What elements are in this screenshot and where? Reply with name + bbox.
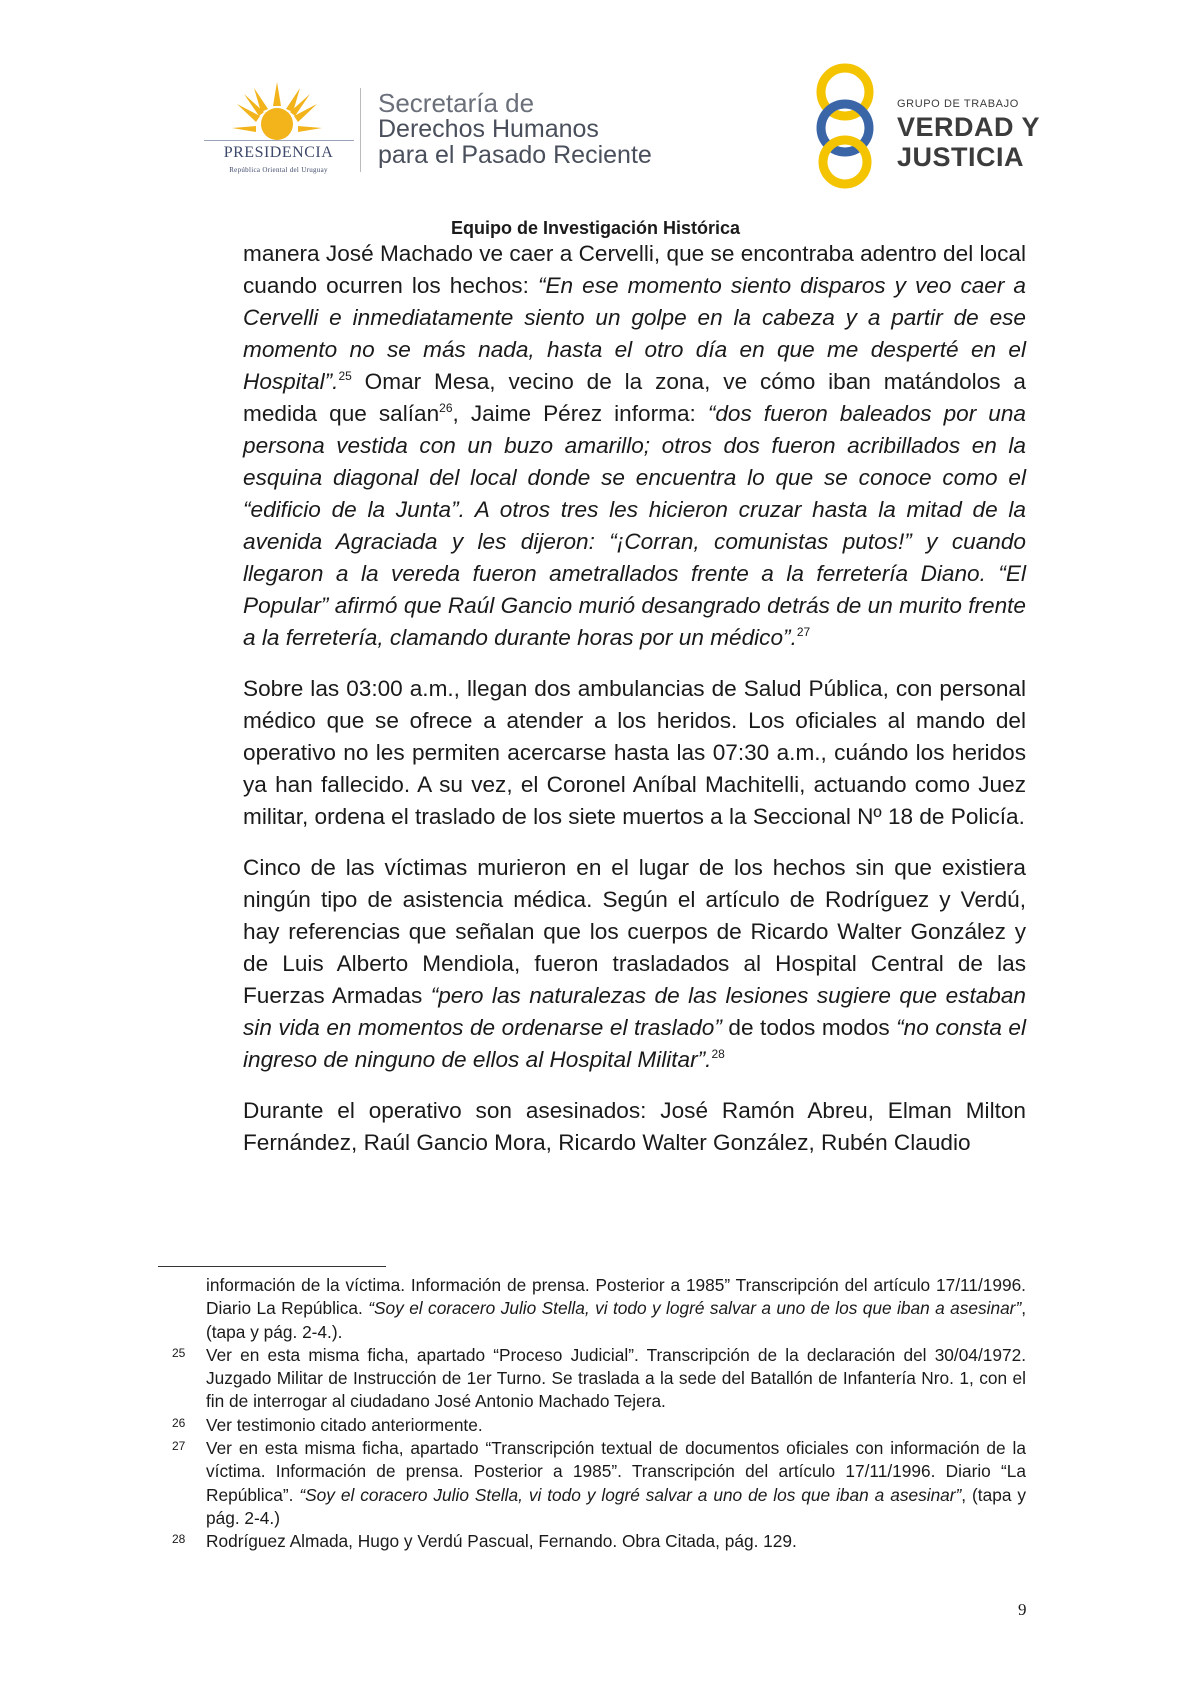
footnote-ref-28: 28 xyxy=(711,1047,725,1061)
footnotes xyxy=(172,1274,1026,1554)
footnote-ref-25: 25 xyxy=(338,369,352,383)
fn-cont-text-a: información de la víctima. Información de prensa. Posterior a 1985” Transcripción del artículo 17/11/1996. Diario La República. xyxy=(206,1275,1026,1319)
secretaria-logo-text xyxy=(378,90,652,168)
paragraph-1 xyxy=(243,238,1026,654)
paragraph-4: Durante el operativo son asesinados: José Ramón Abreu, Elman Milton Fernández, Raúl Gancio Mora, Ricardo Walter González, Rubén Claudio xyxy=(243,1098,1026,1155)
page-number: 9 xyxy=(1018,1600,1027,1619)
footnote-25 xyxy=(172,1344,1026,1414)
p1-quote-machado: “En ese momento siento disparos y veo caer a Cervelli e inmediatamente siento un golpe en la cabeza y a partir de ese momento no se más nada, hasta el otro día en que me desperté en el Hospital”. xyxy=(243,273,1027,394)
footnote-27-text-c: , (tapa y pág. 2-4.) xyxy=(206,1484,1027,1528)
p3-text-a: Cinco de las víctimas murieron en el lugar de los hechos sin que existiera ningún tipo de asistencia médica. Según el artículo de Rodríguez y Verdú, hay referencias que señalan que los cuerpos de Ricardo Walter González y de Luis Alberto Mendiola, fueron trasladados al Hospital Central de las Fuerzas Armadas xyxy=(243,855,1026,1008)
footnote-continuation xyxy=(172,1274,1026,1344)
footnote-26-text: Ver testimonio citado anteriormente. xyxy=(206,1414,483,1435)
p1-text-d: , Jaime Pérez informa: xyxy=(452,401,708,426)
presidencia-subtitle: República Oriental del Uruguay xyxy=(229,166,328,174)
footnote-number-26: 26 xyxy=(172,1415,186,1430)
p1-quote-perez: “dos fueron baleados por una persona vestida con un buzo amarillo; otros dos fueron acribillados en la esquina diagonal del local donde se encuentra lo que se conoce como el “edificio de la Junta”. A otros tres les hicieron cruzar hasta la mitad de la avenida Agraciada y les dijeron: “¡Corran, comunistas putos!” y cuando llegaron a la vereda fueron ametrallados frente a la ferretería Diano. “El Popular” afirmó que Raúl Gancio murió desangrado detrás de un murito frente a la ferretería, clamando durante horas por un médico”. xyxy=(243,401,1026,650)
grupo-de-trabajo-label: GRUPO DE TRABAJO xyxy=(897,98,1019,110)
page-header xyxy=(0,0,1191,205)
p3-quote-1: “pero las naturalezas de las lesiones sugiere que estaban sin vida en momentos de ordenarse el traslado” xyxy=(243,983,1026,1040)
footnote-27 xyxy=(172,1437,1026,1530)
header-divider xyxy=(360,88,361,172)
p1-text-c: Omar Mesa, vecino de la zona, ve cómo iban matándolos a medida que salían xyxy=(243,369,1026,426)
footnote-25-text: Ver en esta misma ficha, apartado “Proceso Judicial”. Transcripción de la declaración del 30/04/1972. Juzgado Militar de Instrucción de 1er Turno. Se traslada a la sede del Batallón de Infantería Nro. 1, con el fin de interrogar al ciudadano José Antonio Machado Tejera. xyxy=(206,1344,1026,1412)
paragraph-2: Sobre las 03:00 a.m., llegan dos ambulancias de Salud Pública, con personal médico que se ofrece a atender a los heridos. Los oficiales al mando del operativo no les permiten acercarse hasta las 07:30 a.m., cuándo los heridos ya han fallecido. A su vez, el Coronel Aníbal Machitelli, actuando como Juez militar, ordena el traslado de los siete muertos a la Seccional Nº 18 de Policía. xyxy=(243,676,1026,829)
paragraph-3 xyxy=(243,852,1026,1076)
presidencia-title: PRESIDENCIA xyxy=(223,144,334,161)
fn-cont-text-c: , (tapa y pág. 2-4.). xyxy=(206,1298,1027,1342)
justicia-label: JUSTICIA xyxy=(897,142,1025,172)
secretaria-line-3: para el Pasado Reciente xyxy=(378,141,652,169)
p3-quote-2: “no consta el ingreso de ninguno de ellos al Hospital Militar”. xyxy=(243,1015,1026,1072)
footnote-number-27: 27 xyxy=(172,1439,186,1454)
document-body xyxy=(243,238,1026,1178)
footnote-ref-27: 27 xyxy=(796,625,811,639)
footnote-26 xyxy=(172,1414,1026,1437)
footnote-28-text: Rodríguez Almada, Hugo y Verdú Pascual, Fernando. Obra Citada, pág. 129. xyxy=(206,1531,797,1552)
p3-text-c: de todos modos xyxy=(721,1015,897,1040)
sun-icon xyxy=(232,82,322,142)
footnote-number-25: 25 xyxy=(172,1345,186,1360)
footnote-28 xyxy=(172,1530,1026,1553)
fn-cont-quote: “Soy el coracero Julio Stella, vi todo y logré salvar a uno de los que iban a asesinar” xyxy=(368,1298,1022,1319)
footnote-27-text-a: Ver en esta misma ficha, apartado “Transcripción textual de documentos oficiales con información de la víctima. Información de prensa. Posterior a 1985”. Transcripción del artículo 17/11/1996. Diario “La República”. xyxy=(206,1438,1026,1505)
footnote-separator xyxy=(158,1266,386,1267)
footnote-number-28: 28 xyxy=(172,1532,186,1547)
rings-icon xyxy=(805,60,895,190)
presidencia-rule xyxy=(204,140,354,141)
presidencia-logo xyxy=(196,82,361,182)
secretaria-line-2: Derechos Humanos xyxy=(378,115,599,143)
footnote-ref-26: 26 xyxy=(439,401,453,415)
verdad-justicia-logo xyxy=(805,60,1055,190)
team-title: Equipo de Investigación Histórica xyxy=(450,218,741,238)
p1-text-a: manera José Machado ve caer a Cervelli, que se encontraba adentro del local cuando ocurren los hechos: xyxy=(243,241,1026,298)
verdad-label: VERDAD Y xyxy=(897,112,1041,142)
footnote-27-quote: “Soy el coracero Julio Stella, vi todo y logré salvar a uno de los que iban a asesinar” xyxy=(299,1484,962,1505)
secretaria-line-1: Secretaría de xyxy=(378,88,535,118)
